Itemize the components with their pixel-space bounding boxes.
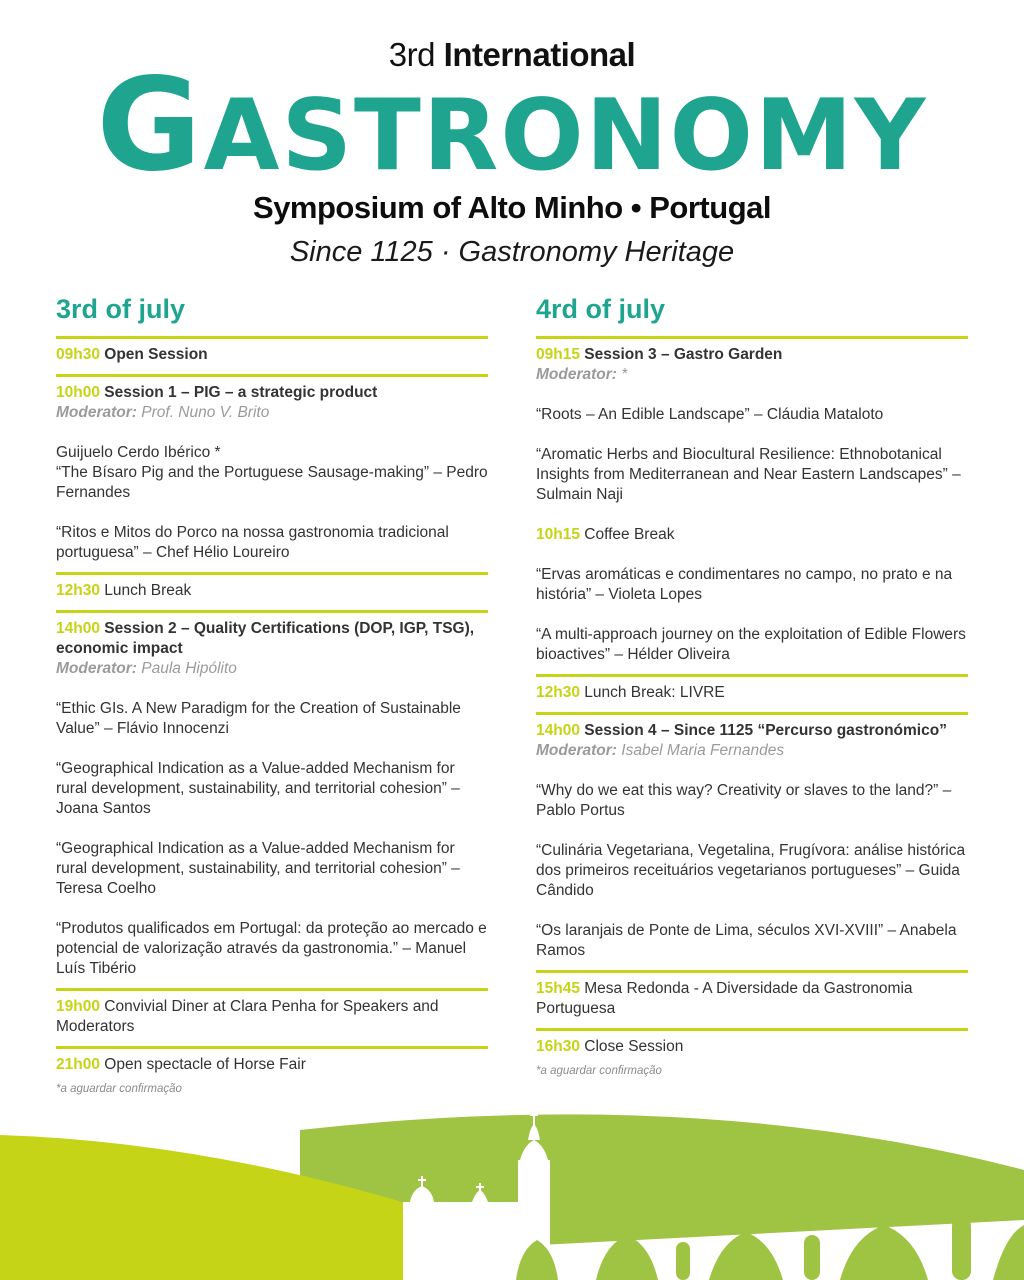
item-title: Session 1 – PIG – a strategic product [104, 384, 378, 401]
item-time: 12h30 [536, 684, 580, 701]
item-title: Lunch Break [104, 582, 192, 599]
confirmation-note: *a aguardar confirmação [56, 1083, 182, 1095]
item-time: 14h00 [536, 722, 580, 739]
item-time: 09h30 [56, 346, 100, 363]
talk: “Ritos e Mitos do Porco na nossa gastronomia tradicional portuguesa” – Chef Hélio Loureiro [56, 524, 449, 561]
schedule-item [536, 1028, 968, 1061]
talk: “Why do we eat this way? Creativity or slaves to the land?” – Pablo Portus [536, 782, 952, 819]
schedule-item [56, 336, 488, 374]
talk: “Ervas aromáticas e condimentares no campo, no prato e na história” – Violeta Lopes [536, 566, 953, 603]
item-title: Lunch Break: LIVRE [584, 684, 725, 701]
talk: “Ethic GIs. A New Paradigm for the Creation of Sustainable Value” – Flávio Innocenzi [56, 700, 461, 737]
item-time: 09h15 [536, 346, 580, 363]
talk: “Os laranjais de Ponte de Lima, séculos XVI-XVIII” – Anabela Ramos [536, 922, 957, 959]
schedule-item [56, 374, 488, 572]
tagline: Since 1125 · Gastronomy Heritage [289, 236, 735, 268]
schedule-item [536, 970, 968, 1028]
schedule-item [56, 988, 488, 1046]
talk: “A multi-approach journey on the exploitation of Edible Flowers bioactives” – Hélder Oliveira [536, 626, 966, 663]
talk: “Geographical Indication as a Value-added Mechanism for rural development, sustainability, and territorial cohesion” – Teresa Coelho [56, 840, 460, 897]
item-title: Convivial Diner at Clara Penha for Speakers and Moderators [56, 998, 439, 1035]
moderator: Moderator: Isabel Maria Fernandes [536, 742, 785, 759]
confirmation-note: *a aguardar confirmação [536, 1065, 662, 1077]
moderator: Moderator: * [536, 366, 628, 383]
item-time: 12h30 [56, 582, 100, 599]
item-time: 21h00 [56, 1056, 100, 1073]
talk: Guijuelo Cerdo Ibérico * “The Bísaro Pig and the Portuguese Sausage-making” – Pedro Fernandes [56, 444, 488, 501]
schedule-item [56, 610, 488, 988]
schedule-item [536, 674, 968, 712]
day1-column [56, 292, 488, 1095]
item-title: Session 2 – Quality Certifications (DOP, IGP, TSG), economic impact [56, 620, 475, 657]
talk: “Aromatic Herbs and Biocultural Resilience: Ethnobotanical Insights from Mediterranean and Near Eastern Landscapes” – Sulmain Naji [536, 446, 961, 503]
schedule-item [536, 336, 968, 674]
footer-illustration [0, 1100, 1024, 1280]
talk: “Geographical Indication as a Value-added Mechanism for rural development, sustainability, and territorial cohesion” – Joana Santos [56, 760, 460, 817]
schedule-item [56, 572, 488, 610]
item-time: 10h00 [56, 384, 100, 401]
item-title: Session 3 – Gastro Garden [584, 346, 783, 363]
talk: “Culinária Vegetariana, Vegetalina, Frugívora: análise histórica dos primeiros receituários vegetarianos portugueses” – Guida Cândido [536, 842, 966, 899]
coffee-break: 10h15 Coffee Break [536, 526, 675, 543]
item-title: Mesa Redonda - A Diversidade da Gastronomia Portuguesa [536, 980, 913, 1017]
item-time: 14h00 [56, 620, 100, 637]
hills-and-bridge-graphic [0, 1100, 1024, 1280]
moderator: Moderator: Prof. Nuno V. Brito [56, 404, 270, 421]
schedule-item [536, 712, 968, 970]
main-title: GASTRONOMY [96, 51, 928, 200]
day1-title: 3rd of july [56, 294, 186, 324]
edition-label: 3rd International [388, 36, 636, 73]
day2-title: 4rd of july [536, 294, 666, 324]
talk: “Produtos qualificados em Portugal: da proteção ao mercado e potencial de valorização através da gastronomia.” – Manuel Luís Tibério [56, 920, 487, 977]
schedule-item [56, 1046, 488, 1079]
item-title: Open spectacle of Horse Fair [104, 1056, 306, 1073]
item-title: Open Session [104, 346, 208, 363]
item-title: Session 4 – Since 1125 “Percurso gastronómico” [584, 722, 947, 739]
item-time: 16h30 [536, 1038, 580, 1055]
item-time: 19h00 [56, 998, 100, 1015]
subtitle: Symposium of Alto Minho • Portugal [253, 190, 771, 225]
day2-column [536, 292, 968, 1077]
moderator: Moderator: Paula Hipólito [56, 660, 237, 677]
item-title: Close Session [584, 1038, 684, 1055]
poster-header [0, 0, 1024, 290]
item-time: 15h45 [536, 980, 580, 997]
talk: “Roots – An Edible Landscape” – Cláudia Mataloto [536, 406, 884, 423]
